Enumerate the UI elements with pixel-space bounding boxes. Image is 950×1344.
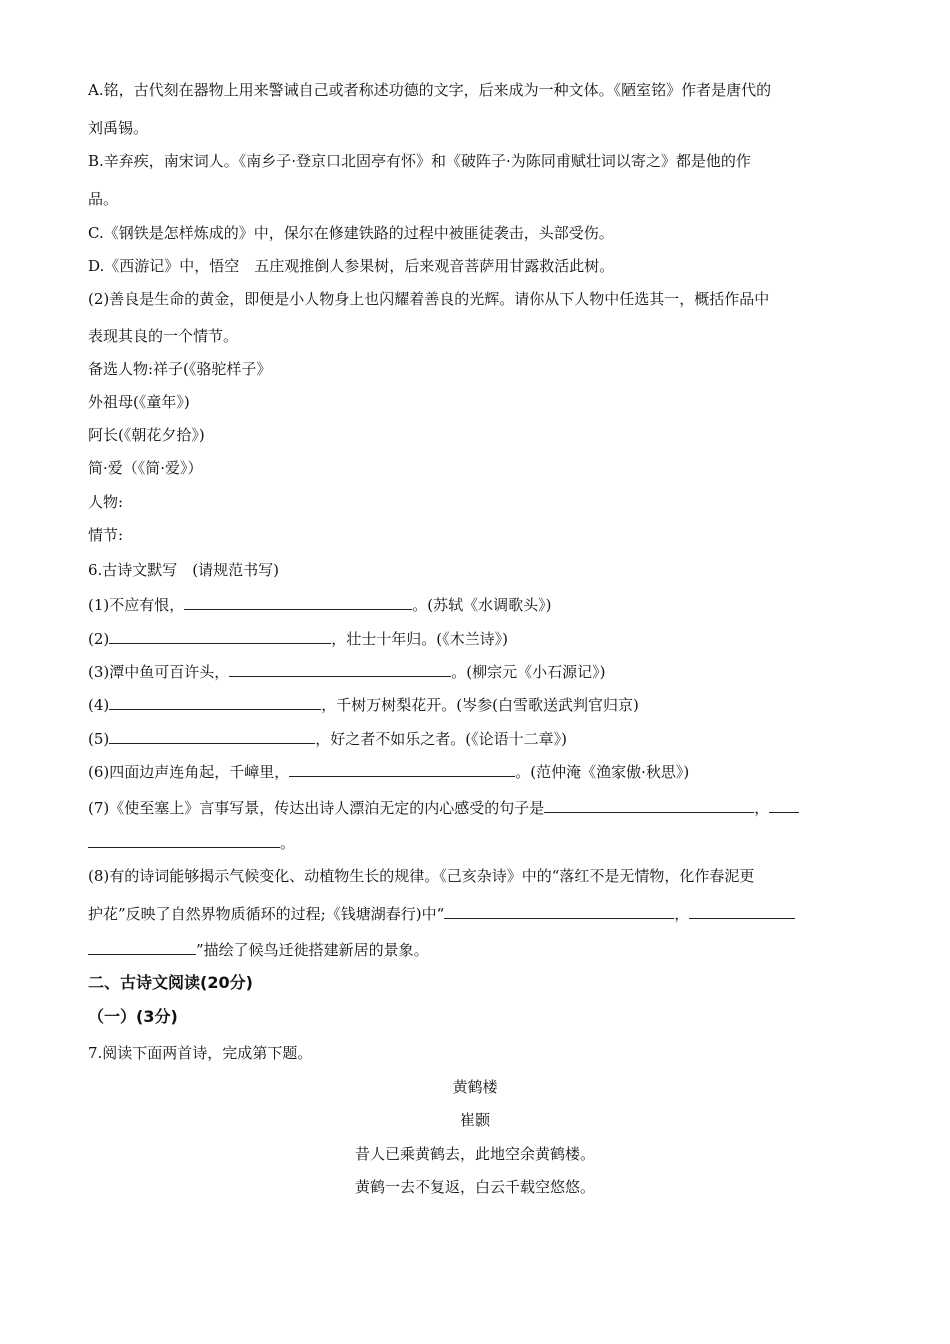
option-b-line-2: 品。 xyxy=(88,190,119,208)
answer-blank[interactable] xyxy=(109,728,315,744)
answer-blank[interactable] xyxy=(229,661,451,677)
poem-fill-1-prefix: (1)不应有恨， xyxy=(88,596,185,614)
poem-fill-3-prefix: (3)潭中鱼可百许头， xyxy=(88,663,230,681)
person-label: 人物: xyxy=(88,493,124,511)
option-d: D.《西游记》中，悟空 五庄观推倒人参果树，后来观音菩萨用甘露救活此树。 xyxy=(88,257,615,275)
poem-fill-5-suffix: ，好之者不如乐之者。(《论语十二章》) xyxy=(315,730,567,748)
poem-fill-8-line-1: (8)有的诗词能够揭示气候变化、动植物生长的规律。《己亥杂诗》中的“落红不是无情物，化作春泥更 xyxy=(88,867,755,885)
answer-blank[interactable] xyxy=(184,594,412,610)
answer-blank[interactable] xyxy=(88,832,280,848)
poem-fill-7-line-1 xyxy=(88,797,799,818)
candidate-2: 外祖母(《童年》) xyxy=(88,393,190,411)
plot-label: 情节: xyxy=(88,526,124,544)
answer-blank[interactable] xyxy=(689,903,795,919)
poem-fill-5 xyxy=(88,728,567,749)
poem-line-2: 黄鹤一去不复返，白云千载空悠悠。 xyxy=(354,1178,595,1196)
poem-fill-4 xyxy=(88,694,639,715)
answer-blank[interactable] xyxy=(109,694,321,710)
poem-fill-7-line-2 xyxy=(88,832,295,853)
candidate-3: 阿长(《朝花夕拾》) xyxy=(88,426,205,444)
poem-fill-3 xyxy=(88,661,605,682)
section-2-heading: 二、古诗文阅读(20分) xyxy=(88,973,253,992)
poem-fill-4-prefix: (4) xyxy=(88,696,110,714)
option-c: C.《钢铁是怎样炼成的》中，保尔在修建铁路的过程中被匪徒袭击，头部受伤。 xyxy=(88,224,614,242)
answer-blank[interactable] xyxy=(444,903,674,919)
poem-fill-2 xyxy=(88,628,508,649)
poem-fill-8-comma: ， xyxy=(674,905,690,923)
question-2-line-2: 表现其良的一个情节。 xyxy=(88,327,239,345)
poem-fill-1-suffix: 。(苏轼《水调歌头》) xyxy=(412,596,552,614)
poem-title: 黄鹤楼 xyxy=(452,1078,498,1096)
poem-fill-5-prefix: (5) xyxy=(88,730,110,748)
option-a-line-2: 刘禹锡。 xyxy=(88,119,149,137)
poem-fill-1 xyxy=(88,594,551,615)
candidate-1: 备选人物:祥子(《骆驼样子》 xyxy=(88,360,272,378)
poem-fill-2-suffix: ，壮士十年归。(《木兰诗》) xyxy=(331,630,508,648)
answer-blank[interactable] xyxy=(109,628,331,644)
answer-blank[interactable] xyxy=(289,761,515,777)
question-2-line-1: (2)善良是生命的黄金，即便是小人物身上也闪耀着善良的光辉。请你从下人物中任选其一，概括作品中 xyxy=(88,290,770,308)
poem-fill-6-suffix: 。(范仲淹《渔家傲·秋思》) xyxy=(515,763,690,781)
option-a-line-1: A.铭，古代刻在器物上用来警诫自己或者称述功德的文字，后来成为一种文体。《陋室铭》作者是唐代的 xyxy=(88,81,772,99)
option-b-line-1: B.辛弃疾，南宋词人。《南乡子·登京口北固亭有怀》和《破阵子·为陈同甫赋壮词以寄之》都是他的作 xyxy=(88,152,751,170)
answer-blank[interactable] xyxy=(769,797,799,813)
answer-blank[interactable] xyxy=(544,797,754,813)
poem-fill-8-line-2 xyxy=(88,903,795,924)
poem-fill-7-end: 。 xyxy=(280,834,296,852)
poem-fill-7-comma: ， xyxy=(754,799,770,817)
poem-fill-7-prefix: (7)《使至塞上》言事写景，传达出诗人漂泊无定的内心感受的句子是 xyxy=(88,799,545,817)
poem-author: 崔颢 xyxy=(459,1111,490,1129)
poem-fill-8-prefix: 护花”反映了自然界物质循环的过程;《钱塘湖春行)中“ xyxy=(88,905,445,923)
question-6-heading: 6.古诗文默写 (请规范书写) xyxy=(88,561,280,579)
poem-fill-8-line-3 xyxy=(88,939,429,960)
poem-fill-8-suffix: ”描绘了候鸟迁徙搭建新居的景象。 xyxy=(196,941,429,959)
poem-fill-4-suffix: ，千树万树梨花开。(岑参(白雪歌送武判官归京) xyxy=(321,696,639,714)
answer-blank[interactable] xyxy=(88,939,196,955)
candidate-4: 简·爱（《简·爱》） xyxy=(88,459,203,477)
poem-fill-2-prefix: (2) xyxy=(88,630,110,648)
poem-fill-6 xyxy=(88,761,689,782)
subsection-1-heading: （一）(3分) xyxy=(88,1007,178,1026)
question-7-prompt: 7.阅读下面两首诗，完成第下题。 xyxy=(88,1044,313,1062)
poem-fill-3-suffix: 。(柳宗元《小石源记》) xyxy=(451,663,606,681)
poem-fill-6-prefix: (6)四面边声连角起，千嶂里， xyxy=(88,763,290,781)
poem-line-1: 昔人已乘黄鹤去，此地空余黄鹤楼。 xyxy=(354,1145,595,1163)
